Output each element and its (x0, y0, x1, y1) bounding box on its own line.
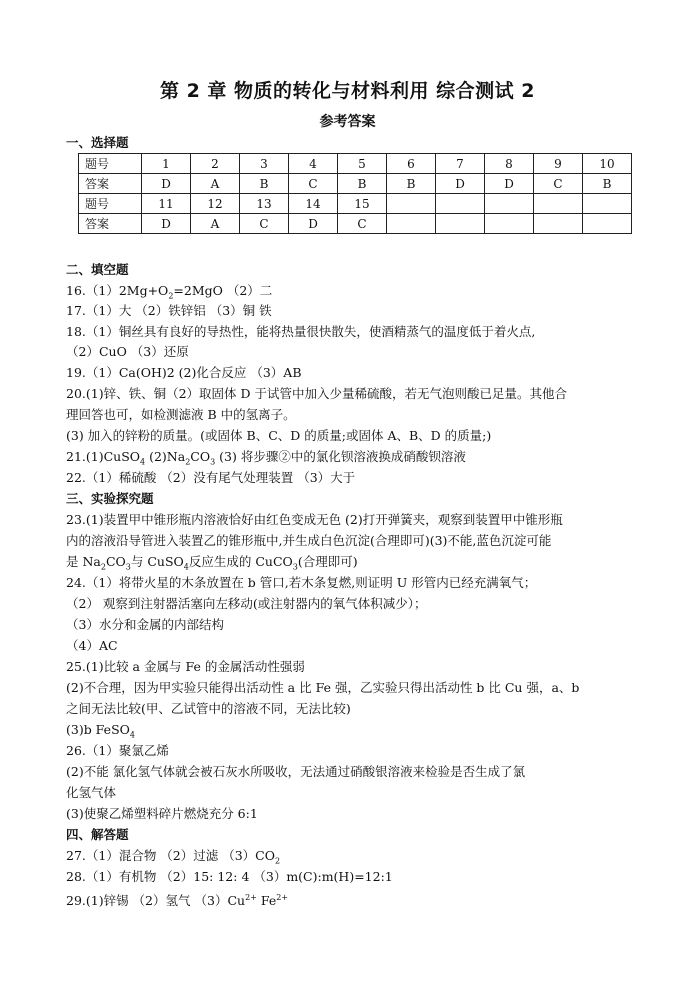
table-cell: 8 (485, 154, 534, 174)
table-cell: 12 (191, 194, 240, 214)
answer-line: 24.（1）将带火星的木条放置在 b 管口,若木条复燃,则证明 U 形管内已经充满氧气； (66, 575, 537, 590)
subscript: 2 (168, 291, 174, 301)
table-cell: A (191, 174, 240, 194)
text: 反应生成的 CuCO (188, 554, 293, 569)
text: O (129, 449, 141, 464)
page-subtitle: 参考答案 (319, 114, 376, 130)
answer-line: 17.（1）大 （2）铁锌铝 （3）铜 铁 (66, 303, 272, 318)
table-cell: C (240, 214, 289, 234)
table-cell: 13 (240, 194, 289, 214)
table-row (79, 194, 632, 214)
superscript: 2+ (245, 893, 257, 902)
section-heading-experiment: 三、实验探究题 (66, 491, 154, 506)
answer-line: 内的溶液沿导管进入装置乙的锥形瓶中,并生成白色沉淀(合理即可)(3)不能,蓝色沉淀可能 (66, 533, 552, 548)
answer-line: (2)不能 氯化氢气体就会被石灰水所吸收，无法通过硝酸银溶液来检验是否生成了氯 (66, 764, 526, 779)
table-row (79, 174, 632, 194)
table-cell: A (191, 214, 240, 234)
answer-line: 23.(1)装置甲中锥形瓶内溶液恰好由红色变成无色 (2)打开弹簧夹，观察到装置甲中锥形瓶 (66, 512, 563, 527)
answer-line: (3) 加入的锌粉的质量。(或固体 B、C、D 的质量;或固体 A、B、D 的质量;) (66, 428, 492, 443)
table-cell: 14 (289, 194, 338, 214)
table-row (79, 214, 632, 234)
subscript: 3 (292, 562, 298, 572)
table-cell (534, 194, 583, 214)
table-cell: C (534, 174, 583, 194)
text: Fe (256, 893, 277, 909)
table-cell (485, 194, 534, 214)
text: 21.(1)Cu (66, 449, 122, 464)
subscript: 4 (183, 562, 189, 572)
superscript: 2+ (276, 893, 289, 902)
table-cell (387, 214, 436, 234)
table-cell: 2 (191, 154, 240, 174)
subscript: 3 (210, 457, 216, 467)
subscript: 3 (125, 562, 131, 572)
text: (2)Na (145, 449, 186, 464)
table-cell: B (583, 174, 632, 194)
table-cell (436, 194, 485, 214)
table-cell: 7 (436, 154, 485, 174)
text: =2MgO （2）二 (173, 283, 273, 298)
table-cell: D (485, 174, 534, 194)
table-row (79, 154, 632, 174)
table-cell: B (240, 174, 289, 194)
text: (3)b FeSO (66, 722, 130, 737)
table-cell: 题号 (79, 194, 142, 214)
answer-line: (3)使聚乙烯塑料碎片燃烧充分 6:1 (66, 806, 258, 821)
table-cell: 9 (534, 154, 583, 174)
answer-line: 22.（1）稀硫酸 （2）没有尾气处理装置 （3）大于 (66, 470, 356, 485)
table-cell: 题号 (79, 154, 142, 174)
subscript: 2 (275, 856, 281, 866)
text: 是 Na (66, 554, 101, 569)
section-heading-fill: 二、填空题 (66, 262, 129, 277)
answer-line: （2）CuO （3）还原 (66, 344, 189, 359)
table-cell: D (289, 214, 338, 234)
answer-line: 28.（1）有机物 （2）15: 12: 4 （3）m(C):m(H)=12:1 (66, 869, 393, 884)
answer-line: （3）水分和金属的内部结构 (66, 617, 224, 632)
answer-line: 之间无法比较(甲、乙试管中的溶液不同，无法比较) (66, 701, 351, 716)
table-cell: 10 (583, 154, 632, 174)
table-cell: C (289, 174, 338, 194)
section-heading-solve: 四、解答题 (66, 827, 129, 842)
table-cell: D (142, 214, 191, 234)
answer-line: 20.(1)锌、铁、铜（2）取固体 D 于试管中加入少量稀硫酸，若无气泡则酸已足量。其他合 (66, 386, 568, 401)
subscript: 2 (100, 562, 106, 572)
page-title: 第 2 章 物质的转化与材料利用 综合测试 2 (159, 80, 535, 102)
table-cell (583, 214, 632, 234)
section-heading-choice: 一、选择题 (66, 135, 129, 150)
text: (3) 将步骤②中的氯化钡溶液换成硝酸钡溶液 (215, 449, 466, 464)
table-cell (485, 214, 534, 234)
table-cell: 答案 (79, 174, 142, 194)
table-cell (583, 194, 632, 214)
answer-line: 26.（1）聚氯乙烯 (66, 743, 169, 758)
table-cell: B (338, 174, 387, 194)
text: 16.（1）2Mg+O (66, 283, 169, 298)
answer-line: (2)不合理，因为甲实验只能得出活动性 a 比 Fe 强，乙实验只得出活动性 b 比 Cu 强，a、b (66, 680, 580, 695)
answer-table (78, 153, 632, 234)
table-cell: 5 (338, 154, 387, 174)
table-cell: B (387, 174, 436, 194)
text: CO (190, 449, 211, 464)
subscript: 2 (185, 457, 191, 467)
table-cell: 答案 (79, 214, 142, 234)
text: S (121, 449, 130, 464)
table-cell: 11 (142, 194, 191, 214)
text: (合理即可) (297, 554, 358, 569)
table-cell (436, 214, 485, 234)
text: CO (105, 554, 126, 569)
answer-line: （4）AC (66, 638, 118, 653)
answer-line (66, 888, 288, 911)
answer-line: 理回答也可，如检测滤液 B 中的氢离子。 (66, 407, 296, 422)
table-cell: 3 (240, 154, 289, 174)
text: 27.（1）混合物 （2）过滤 （3）CO (66, 848, 275, 863)
table-cell: D (142, 174, 191, 194)
table-cell: 6 (387, 154, 436, 174)
table-cell (534, 214, 583, 234)
answer-line: 19.（1）Ca(OH)2 (2)化合反应 （3）AB (66, 365, 302, 380)
text: 29.(1)锌锡 （2）氢气 （3）Cu (66, 893, 246, 909)
table-cell: 1 (142, 154, 191, 174)
table-cell: D (436, 174, 485, 194)
table-cell: 15 (338, 194, 387, 214)
subscript: 4 (129, 730, 135, 740)
text: 与 CuSO (130, 554, 184, 569)
subscript: 4 (140, 457, 146, 467)
table-cell: 4 (289, 154, 338, 174)
table-cell (387, 194, 436, 214)
answer-line: （2） 观察到注射器活塞向左移动(或注射器内的氧气体积减少）； (66, 596, 427, 611)
answer-line: 化氢气体 (66, 785, 117, 800)
answer-line: 25.(1)比较 a 金属与 Fe 的金属活动性强弱 (66, 659, 305, 674)
answer-line: 18.（1）铜丝具有良好的导热性，能将热量很快散失，使酒精蒸气的温度低于着火点, (66, 324, 536, 339)
table-cell: C (338, 214, 387, 234)
